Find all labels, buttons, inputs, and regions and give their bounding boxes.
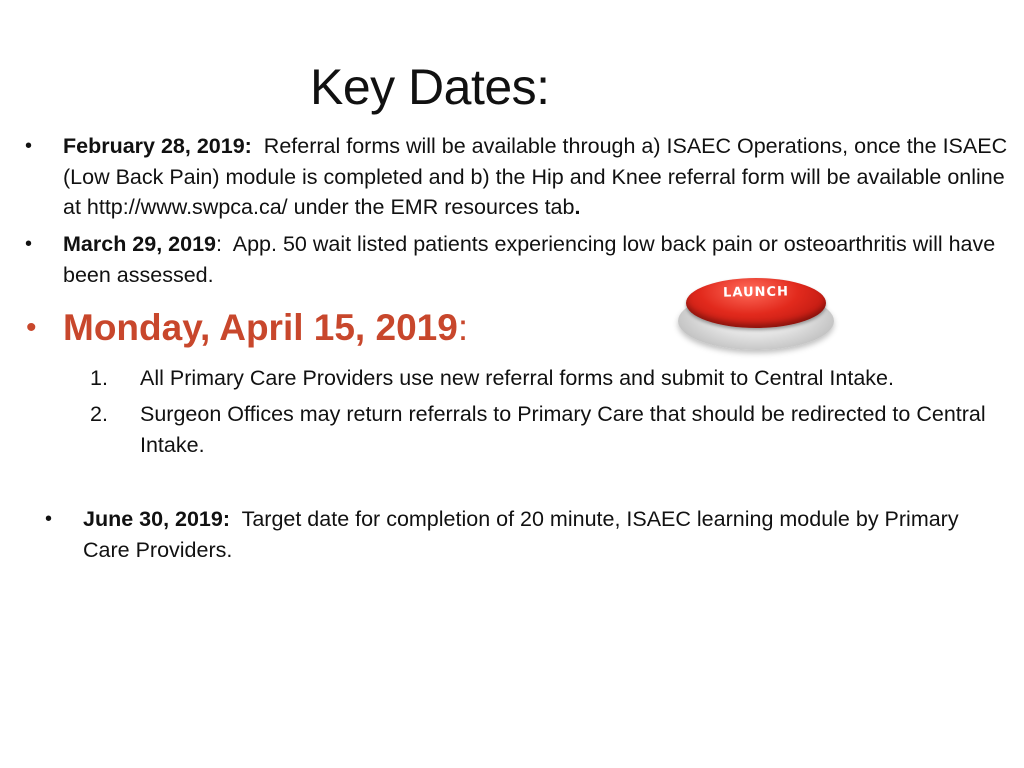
list-text: Surgeon Offices may return referrals to Primary Care that should be redirected to Central Intake. [140,402,986,457]
bullet-dot: • [26,311,37,344]
list-number: 2. [90,402,108,426]
bullet-end: . [574,195,581,219]
bullet-march-29 [25,229,1008,290]
bullet-date: June 30, 2019: [83,507,231,531]
bullet-colon: : [216,232,222,256]
bullet-dot: • [45,508,53,530]
bullet-date: Monday, April 15, 2019 [63,307,458,348]
launch-button-label: LAUNCH [722,284,790,301]
bullet-february-28 [25,131,1008,223]
slide-title: Key Dates: [310,59,550,115]
bullet-text: Target date for completion of 20 minute, ISAEC learning module by Primary Care Providers. [83,507,959,562]
bullet-june-30 [45,504,983,565]
list-number: 1. [90,366,108,390]
numbered-list [90,363,1000,466]
bullet-april-15-heading [26,305,683,351]
launch-button-graphic [678,276,834,352]
bullet-dot: • [25,135,33,157]
list-text: All Primary Care Providers use new referral forms and submit to Central Intake. [140,366,894,390]
bullet-date: February 28, 2019: [63,134,252,158]
bullet-text: Referral forms will be available through a) ISAEC Operations, once the ISAEC (Low Back Pain) module is completed and b) the Hip and Knee referral form will be available online at http://www.swpca.ca/ under the EMR resources tab [63,134,1008,219]
list-item [90,399,1000,461]
bullet-text: App. 50 wait listed patients experiencing low back pain or osteoarthritis will have been assessed. [63,232,996,287]
bullet-colon: : [457,307,469,348]
bullet-date: March 29, 2019 [63,232,216,256]
list-item [90,363,1000,394]
bullet-dot: • [25,233,33,255]
